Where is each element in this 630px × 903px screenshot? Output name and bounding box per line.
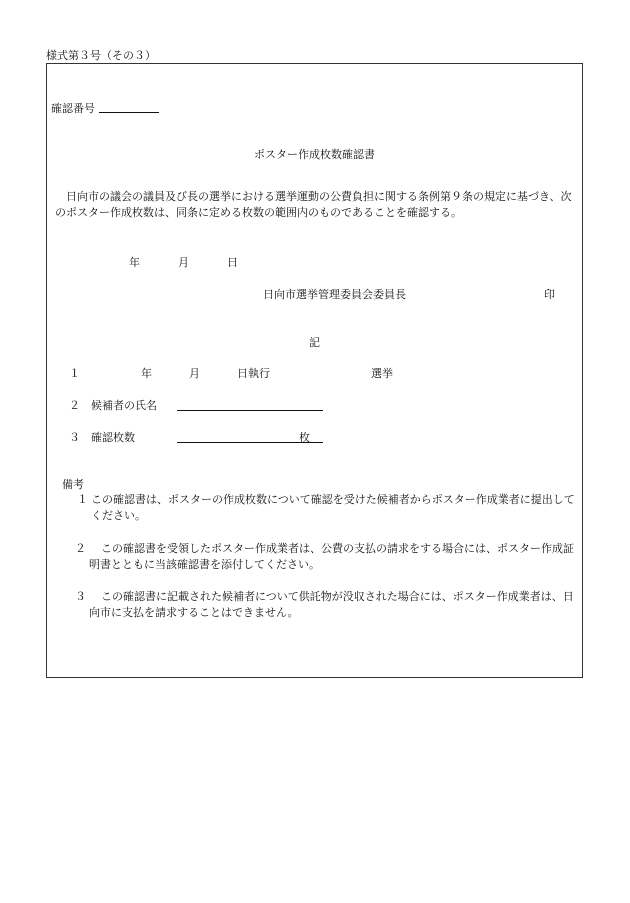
confirm-number-line (99, 112, 159, 113)
remark-2-text: この確認書を受領したポスター作成業者は、公費の支払の請求をする場合には、ポスター作成証明書とともに当該確認書を添付してください。 (89, 542, 574, 571)
item-2-number: ２ (69, 399, 80, 412)
remark-1-number: １ (77, 493, 88, 506)
candidate-name-line (177, 410, 323, 411)
remark-3-number: ３ (75, 590, 86, 603)
document-frame (46, 63, 583, 678)
confirm-number-label: 確認番号 (51, 102, 95, 115)
issuer-name: 日向市選挙管理委員会委員長 (263, 288, 406, 301)
item-1-number: １ (69, 367, 80, 380)
remark-1 (77, 492, 577, 524)
seal-mark: 印 (544, 288, 555, 301)
item-1-day-exec: 日執行 (237, 367, 270, 380)
ki-heading: 記 (309, 336, 320, 349)
date-month: 月 (178, 256, 189, 269)
item-1-election: 選挙 (371, 367, 393, 380)
confirm-count-unit: 枚 (299, 431, 310, 444)
remarks-title: 備考 (62, 478, 84, 491)
date-day: 日 (227, 256, 238, 269)
item-1-year: 年 (141, 367, 152, 380)
confirm-count-label: 確認枚数 (91, 431, 135, 444)
remark-1-text: この確認書は、ポスターの作成枚数について確認を受けた候補者からポスター作成業者に提出してください。 (91, 493, 575, 522)
remark-3-text: この確認書に記載された候補者について供託物が没収された場合には、ポスター作成業者は、日向市に支払を請求することはできません。 (89, 590, 574, 619)
page-title: ポスター作成枚数確認書 (254, 148, 375, 161)
remark-3 (75, 589, 575, 621)
intro-paragraph: 日向市の議会の議員及び長の選挙における選挙運動の公費負担に関する条例第９条の規定に基づき、次のポスター作成枚数は、同条に定める枚数の範囲内のものであることを確認する。 (55, 190, 572, 219)
item-3-number: ３ (69, 431, 80, 444)
remark-2-number: ２ (75, 542, 86, 555)
remark-2 (75, 541, 575, 573)
date-year: 年 (129, 256, 140, 269)
item-1-month: 月 (189, 367, 200, 380)
candidate-name-label: 候補者の氏名 (91, 399, 157, 412)
form-number-label: 様式第３号（その３） (46, 49, 156, 62)
